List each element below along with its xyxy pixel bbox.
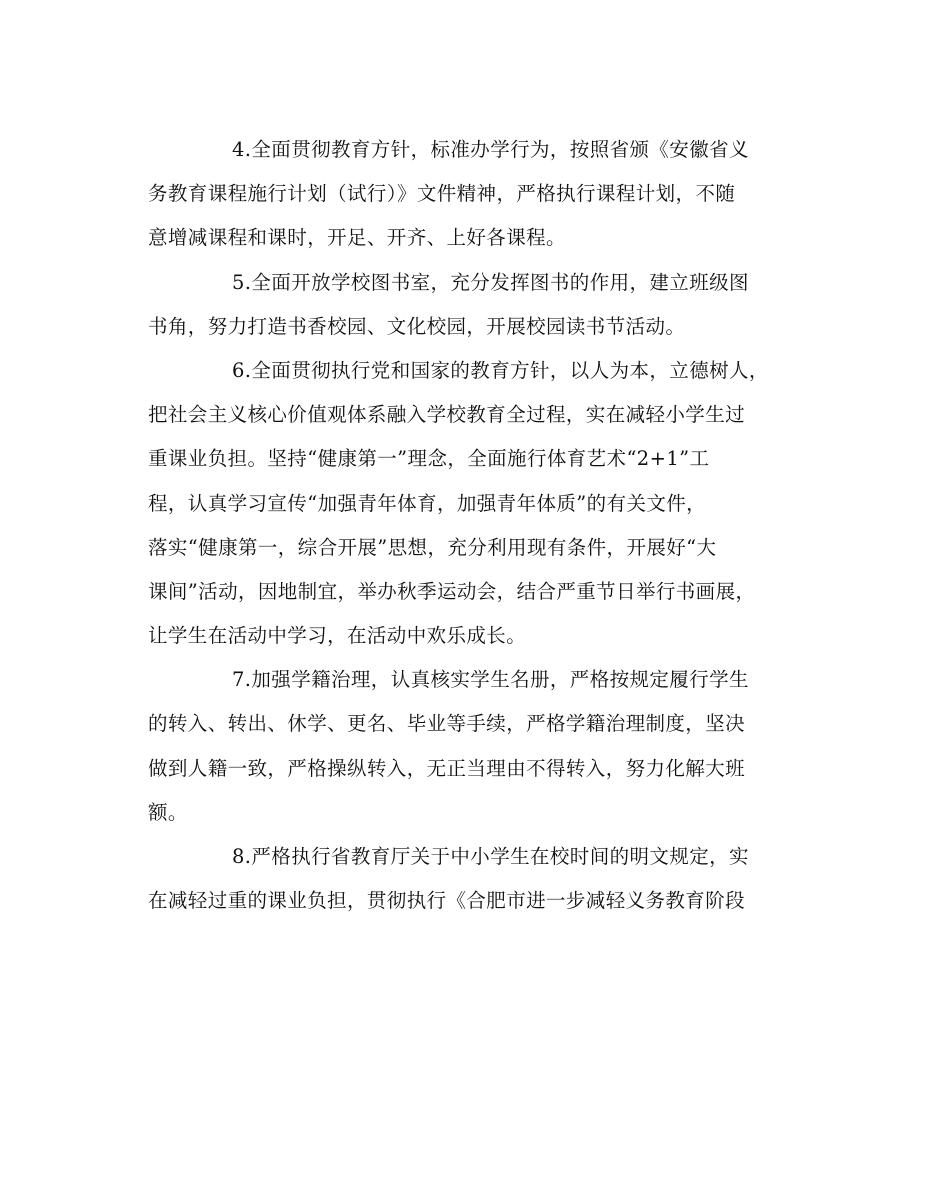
item-7-line-2: 的转入、转出、休学、更名、毕业等手续，严格学籍治理制度，坚决: [148, 712, 746, 736]
item-6-line-3: 重课业负担。坚持“健康第一”理念，全面施行体育艺术“2+1”工: [148, 447, 710, 471]
item-4-line-2: 务教育课程施行计划（试行）》文件精神，严格执行课程计划，不随: [148, 182, 736, 206]
item-7-line-3: 做到人籍一致，严格操纵转入，无正当理由不得转入，努力化解大班: [148, 756, 746, 780]
item-6-line-1: 6.全面贯彻执行党和国家的教育方针，以人为本，立德树人，: [232, 358, 769, 382]
item-8-line-2: 在减轻过重的课业负担，贯彻执行《合肥市进一步减轻义务教育阶段: [148, 889, 746, 913]
item-7-line-1: 7.加强学籍治理，认真核实学生名册，严格按规定履行学生: [232, 668, 749, 692]
item-5-line-2: 书角，努力打造书香校园、文化校园，开展校园读书节活动。: [148, 314, 686, 338]
item-6-line-2: 把社会主义核心价值观体系融入学校教育全过程，实在减轻小学生过: [148, 403, 746, 427]
document-body: [148, 128, 813, 923]
item-8-line-1: 8.严格执行省教育厅关于中小学生在校时间的明文规定，实: [232, 845, 749, 868]
item-6-line-4: 程，认真学习宣传“加强青年体育，加强青年体质”的有关文件，: [148, 491, 707, 515]
item-4-line-3: 意增减课程和课时，开足、开齐、上好各课程。: [148, 226, 566, 250]
item-6-line-5: 落实“健康第一，综合开展”思想，充分利用现有条件，开展好“大: [148, 535, 717, 559]
item-6-line-6: 课间”活动，因地制宜，举办秋季运动会，结合严重节日举行书画展，: [148, 579, 756, 603]
item-6-line-7: 让学生在活动中学习，在活动中欢乐成长。: [148, 624, 527, 648]
item-7-line-4: 额。: [148, 800, 188, 824]
item-4-line-1: 4.全面贯彻教育方针，标准办学行为，按照省颁《安徽省义: [232, 138, 749, 161]
item-5-line-1: 5.全面开放学校图书室，充分发挥图书的作用，建立班级图: [232, 270, 749, 294]
